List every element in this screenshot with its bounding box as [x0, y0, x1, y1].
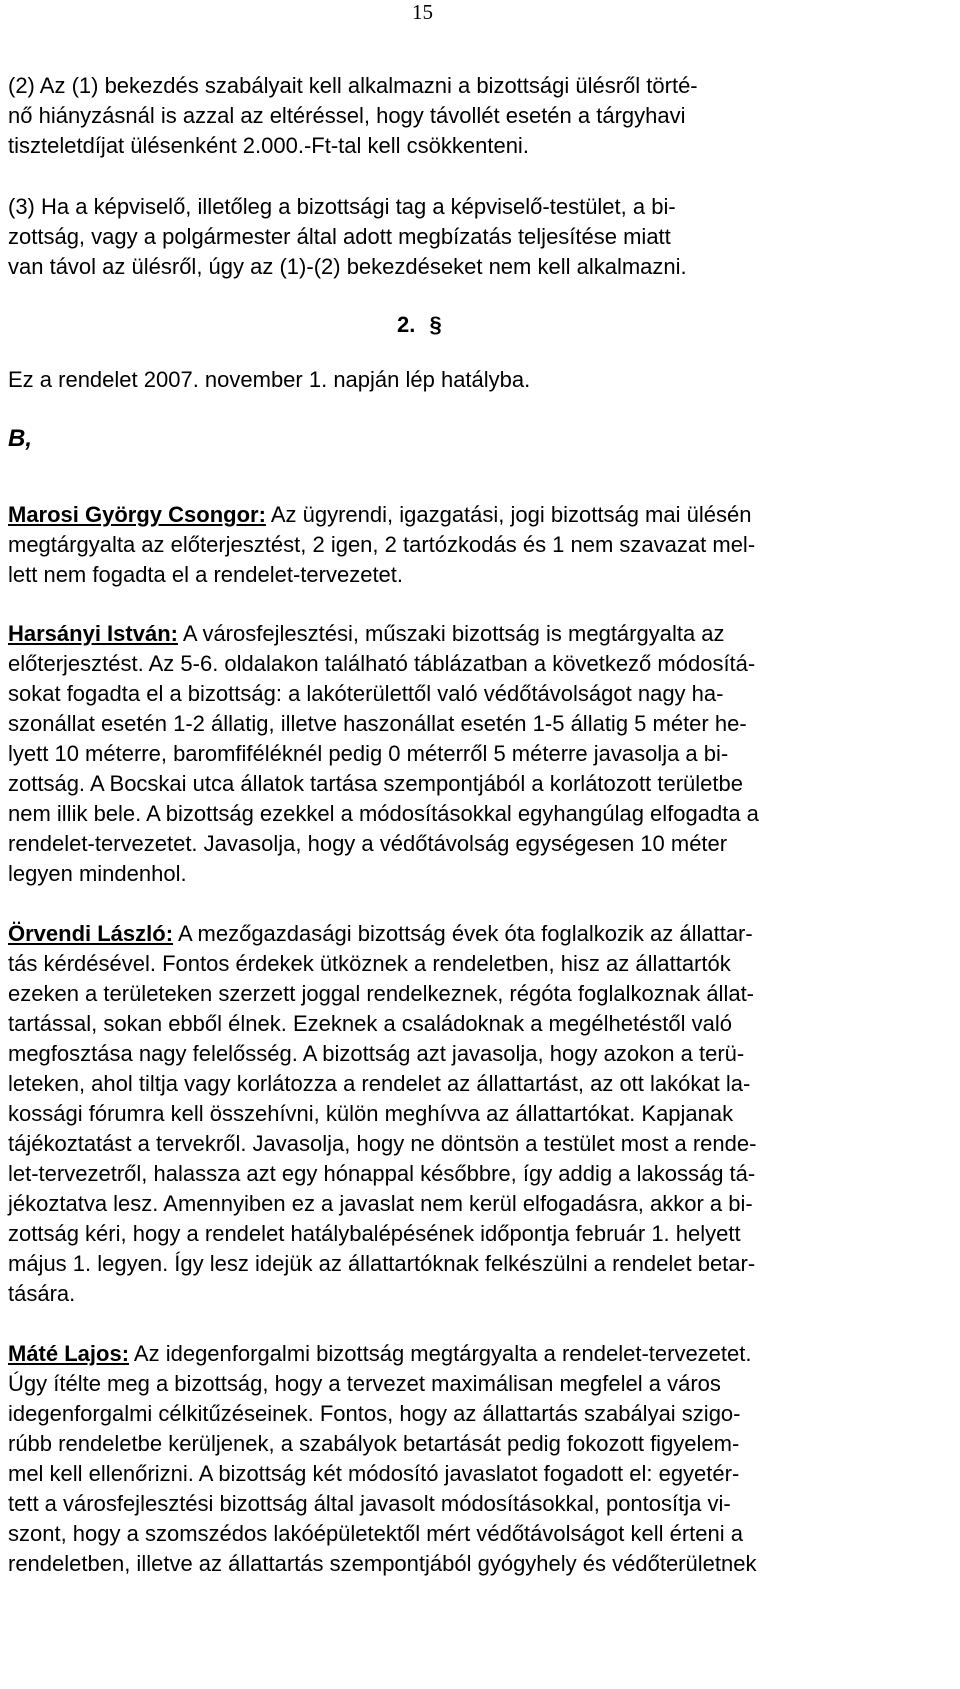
orvendi-line: tájékoztatást a tervekről. Javasolja, hogy ne döntsön a testület most a rende- [8, 1131, 757, 1156]
mate-line: szont, hogy a szomszédos lakóépületektől mért védőtávolságot kell érteni a [8, 1521, 743, 1546]
harsanyi-line: sokat fogadta el a bizottság: a lakóterülettől való védőtávolságot nagy ha- [8, 681, 724, 706]
orvendi-line: május 1. legyen. Így lesz idejük az állattartóknak felkészülni a rendelet betar- [8, 1251, 756, 1276]
speaker-name: Máté Lajos: [8, 1341, 130, 1366]
harsanyi-line: zottság. A Bocskai utca állatok tartása szempontjából a korlátozott területbe [8, 771, 743, 796]
speaker-name: Örvendi László: [8, 921, 174, 946]
mate-line: Úgy ítélte meg a bizottság, hogy a tervezet maximálisan megfelel a város [8, 1371, 721, 1396]
harsanyi-line: legyen mindenhol. [8, 861, 187, 886]
para3-line: zottság, vagy a polgármester által adott megbízatás teljesítése miatt [8, 224, 671, 249]
speech-text: A városfejlesztési, műszaki bizottság is megtárgyalta az [177, 621, 725, 646]
harsanyi-line: szonállat esetén 1-2 állatig, illetve haszonállat esetén 1-5 állatig 5 méter he- [8, 711, 747, 736]
mate-line: mel kell ellenőrizni. A bizottság két módosító javaslatot fogadott el: egyetér- [8, 1461, 740, 1486]
orvendi-line: leteken, ahol tiltja vagy korlátozza a rendelet az állattartást, az ott lakókat la- [8, 1071, 751, 1096]
mate-line: idegenforgalmi célkitűzéseinek. Fontos, hogy az állattartás szabályai szigo- [8, 1401, 741, 1426]
orvendi-line: let-tervezetről, halassza azt egy hónappal későbbre, így addig a lakosság tá- [8, 1161, 756, 1186]
orvendi-line: megfosztása nagy felelősség. A bizottság azt javasolja, hogy azokon a terü- [8, 1041, 745, 1066]
orvendi-line: zottság kéri, hogy a rendelet hatálybalépésének időpontja február 1. helyett [8, 1221, 741, 1246]
para2-line: nő hiányzásnál is azzal az eltéréssel, hogy távollét esetén a tárgyhavi [8, 103, 686, 128]
section-number: 2. [397, 312, 416, 337]
orvendi-first-line [8, 920, 753, 948]
speaker-name: Marosi György Csongor: [8, 502, 266, 527]
mate-line: rendeletben, illetve az állattartás szempontjából gyógyhely és védőterületnek [8, 1551, 757, 1576]
mate-first-line [8, 1340, 752, 1368]
orvendi-line: kossági fórumra kell összehívni, külön meghívva az állattartókat. Kapjanak [8, 1101, 734, 1126]
marosi-first-line [8, 501, 751, 529]
orvendi-line: tartással, sokan ebből élnek. Ezeknek a családoknak a megélhetéstől való [8, 1011, 732, 1036]
harsanyi-line: előterjesztést. Az 5-6. oldalakon található táblázatban a következő módosítá- [8, 651, 756, 676]
speaker-name: Harsányi István: [8, 621, 178, 646]
marosi-line: lett nem fogadta el a rendelet-tervezetet. [8, 562, 404, 587]
para2-line: (2) Az (1) bekezdés szabályait kell alkalmazni a bizottsági ülésről törté- [8, 73, 698, 98]
marosi-line: megtárgyalta az előterjesztést, 2 igen, 2 tartózkodás és 1 nem szavazat mel- [8, 532, 756, 557]
harsanyi-line: nem illik bele. A bizottság ezekkel a módosításokkal egyhangúlag elfogadta a [8, 801, 759, 826]
harsanyi-first-line [8, 620, 725, 648]
mate-line: tett a városfejlesztési bizottság által javasolt módosításokkal, pontosítja vi- [8, 1491, 731, 1516]
para3-line: van távol az ülésről, úgy az (1)-(2) bekezdéseket nem kell alkalmazni. [8, 254, 687, 279]
section-symbol: § [429, 312, 442, 337]
effective-date-line: Ez a rendelet 2007. november 1. napján lép hatályba. [8, 367, 531, 392]
para2-line: tiszteletdíjat ülésenként 2.000.-Ft-tal kell csökkenteni. [8, 133, 529, 158]
page-number: 15 [412, 0, 433, 24]
speech-text: Az ügyrendi, igazgatási, jogi bizottság mai ülésén [265, 502, 752, 527]
mate-line: rúbb rendeletbe kerüljenek, a szabályok betartását pedig fokozott figyelem- [8, 1431, 740, 1456]
orvendi-line: tására. [8, 1281, 76, 1306]
orvendi-line: tás kérdésével. Fontos érdekek ütköznek a rendeletben, hisz az állattartók [8, 951, 731, 976]
harsanyi-line: lyett 10 méterre, baromfiféléknél pedig 0 méterről 5 méterre javasolja a bi- [8, 741, 729, 766]
para3-line: (3) Ha a képviselő, illetőleg a bizottsági tag a képviselő-testület, a bi- [8, 194, 676, 219]
section-heading [397, 312, 442, 338]
orvendi-line: ezeken a területeken szerzett joggal rendelkeznek, régóta foglalkoznak állat- [8, 981, 755, 1006]
section-letter: B, [8, 425, 32, 452]
speech-text: Az idegenforgalmi bizottság megtárgyalta a rendelet-tervezetet. [129, 1341, 752, 1366]
orvendi-line: jékoztatva lesz. Amennyiben ez a javaslat nem kerül elfogadásra, akkor a bi- [8, 1191, 753, 1216]
harsanyi-line: rendelet-tervezetet. Javasolja, hogy a védőtávolság egységesen 10 méter [8, 831, 728, 856]
speech-text: A mezőgazdasági bizottság évek óta foglalkozik az állattar- [173, 921, 753, 946]
